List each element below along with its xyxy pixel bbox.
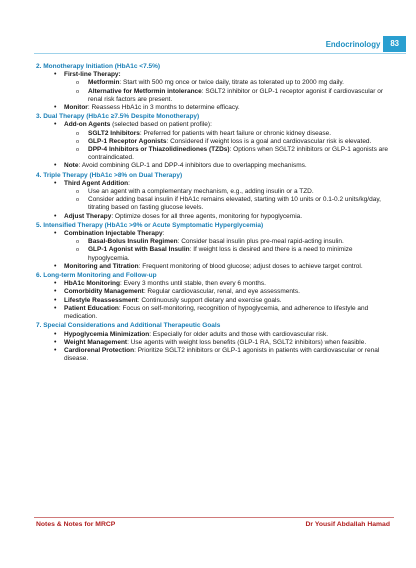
bullet-item xyxy=(36,230,394,238)
bullet-label: Cardiorenal Protection xyxy=(64,346,135,354)
bullet-label: Combination Injectable Therapy xyxy=(64,230,163,238)
bullet-text: : Regular cardiovascular, renal, and eye assessments. xyxy=(143,288,300,296)
page-number: 83 xyxy=(383,36,406,52)
sub-bullet-text: : If weight loss is desired and there is a need to minimize hypoglycemia. xyxy=(88,246,353,262)
bullet-text: : Avoid combining GLP-1 and DPP-4 inhibitors due to overlapping mechanisms. xyxy=(78,162,307,170)
bullet-text: (selected based on patient profile): xyxy=(110,121,212,129)
sub-bullet-item xyxy=(36,88,394,104)
sub-bullet-text: Use an agent with a complementary mechanism, e.g., adding insulin or a TZD. xyxy=(88,188,314,196)
bullet-item xyxy=(36,331,394,339)
bullet-text: : Especially for older adults and those with cardiovascular risk. xyxy=(149,330,329,338)
sub-bullet-item xyxy=(36,130,394,138)
bullet-item xyxy=(36,339,394,347)
bullet-item xyxy=(36,213,394,221)
bullet-label: Add-on Agents xyxy=(64,121,111,129)
section-list xyxy=(36,121,394,170)
sub-bullet-text: : Preferred for patients with heart failure or chronic kidney disease. xyxy=(139,129,332,137)
chapter-title: Endocrinology xyxy=(325,39,381,49)
document-body xyxy=(36,62,394,363)
bullet-label: Weight Management xyxy=(64,338,128,346)
sub-bullet-label: Basal-Bolus Insulin Regimen xyxy=(88,238,178,246)
sub-bullet-item xyxy=(36,146,394,162)
sub-bullet-text: : Start with 500 mg once or twice daily, titrate as tolerated up to 2000 mg daily. xyxy=(119,79,344,87)
bullet-item xyxy=(36,162,394,170)
section-list xyxy=(36,71,394,112)
bullet-label: Note xyxy=(64,162,79,170)
sub-bullet-item xyxy=(36,196,394,212)
footer-author: Dr Yousif Abdallah Hamad xyxy=(305,521,390,528)
sub-bullet-label: Metformin xyxy=(88,79,120,87)
sub-bullet-label: DPP-4 Inhibitors or Thiazolidinediones (TZDs) xyxy=(88,146,230,154)
bullet-text: : Prioritize SGLT2 inhibitors or GLP-1 agonists in patients with cardiovascular or renal disease. xyxy=(64,346,380,363)
bullet-item xyxy=(36,297,394,305)
bullet-text: : Use agents with weight loss benefits (GLP-1 RA, SGLT2 inhibitors) when feasible. xyxy=(127,338,367,346)
bullet-label: Comorbidity Management xyxy=(64,288,144,296)
bullet-item xyxy=(36,288,394,296)
footer-divider xyxy=(34,517,394,518)
bullet-text: : xyxy=(128,179,130,187)
sub-bullet-item xyxy=(36,238,394,246)
bullet-label: First-line Therapy: xyxy=(64,71,121,79)
sub-bullet-item xyxy=(36,138,394,146)
bullet-text: : Continuously support dietary and exercise goals. xyxy=(137,296,282,304)
section-list xyxy=(36,280,394,321)
section-heading: 4. Triple Therapy (HbA1c >8% on Dual Therapy) xyxy=(36,171,183,179)
page-header xyxy=(326,36,406,52)
sub-bullet-text: : SGLT2 inhibitor or GLP-1 receptor agonist if cardiovascular or renal risk factors are present. xyxy=(88,87,384,103)
sub-bullet-item xyxy=(36,79,394,87)
bullet-label: HbA1c Monitoring xyxy=(64,280,120,288)
sub-bullet-label: GLP-1 Receptor Agonists xyxy=(88,137,167,145)
bullet-item xyxy=(36,180,394,188)
bullet-text: : Focus on self-monitoring, recognition of hypoglycemia, and adherence to lifestyle and medication. xyxy=(64,304,369,321)
section-heading: 6. Long-term Monitoring and Follow-up xyxy=(36,272,157,280)
bullet-item xyxy=(36,305,394,321)
bullet-item xyxy=(36,104,394,112)
bullet-item xyxy=(36,263,394,271)
bullet-label: Third Agent Addition xyxy=(64,179,129,187)
section-heading: 7. Special Considerations and Additional Therapeutic Goals xyxy=(36,322,221,330)
sub-bullet-text: : Consider basal insulin plus pre-meal rapid-acting insulin. xyxy=(177,238,344,246)
section-heading: 3. Dual Therapy (HbA1c ≥7.5% Despite Monotherapy) xyxy=(36,113,200,121)
sub-bullet-text: Consider adding basal insulin if HbA1c remains elevated, starting with 10 units or 0.1-0.2 units/kg/day, titrating based on fasting glucose levels. xyxy=(88,196,381,212)
section-list xyxy=(36,230,394,271)
footer-book-title: Notes & Notes for MRCP xyxy=(36,521,116,528)
bullet-item xyxy=(36,121,394,129)
section-heading: 5. Intensified Therapy (HbA1c >9% or Acute Symptomatic Hyperglycemia) xyxy=(36,221,264,229)
bullet-text: : Optimize doses for all three agents, monitoring for hypoglycemia. xyxy=(111,212,303,220)
header-divider xyxy=(34,53,406,54)
sub-bullet-label: SGLT2 Inhibitors xyxy=(88,129,140,137)
bullet-item xyxy=(36,280,394,288)
bullet-label: Monitor xyxy=(64,104,88,112)
section-list xyxy=(36,331,394,364)
section-list xyxy=(36,180,394,221)
section-heading: 2. Monotherapy Initiation (HbA1c <7.5%) xyxy=(36,63,161,70)
sub-bullet-text: : Options when SGLT2 inhibitors or GLP-1 agonists are contraindicated. xyxy=(88,146,389,162)
bullet-label: Monitoring and Titration xyxy=(64,262,139,270)
bullet-text: : Reassess HbA1c in 3 months to determine efficacy. xyxy=(87,104,240,112)
bullet-label: Hypoglycemia Minimization xyxy=(64,330,150,338)
sub-bullet-label: Alternative for Metformin intolerance xyxy=(88,87,202,95)
bullet-label: Lifestyle Reassessment xyxy=(64,296,138,304)
sub-bullet-text: : Considered if weight loss is a goal and cardiovascular risk is elevated. xyxy=(166,137,372,145)
bullet-item xyxy=(36,71,394,79)
sub-bullet-item xyxy=(36,188,394,196)
bullet-label: Patient Education xyxy=(64,304,119,312)
bullet-label: Adjust Therapy xyxy=(64,212,112,220)
bullet-text: : Every 3 months until stable, then every 6 months. xyxy=(119,280,266,288)
bullet-text: : Frequent monitoring of blood glucose; adjust doses to achieve target control. xyxy=(138,262,363,270)
sub-bullet-label: GLP-1 Agonist with Basal Insulin xyxy=(88,246,190,254)
sub-bullet-item xyxy=(36,246,394,262)
bullet-text: : xyxy=(162,230,165,238)
bullet-item xyxy=(36,347,394,363)
